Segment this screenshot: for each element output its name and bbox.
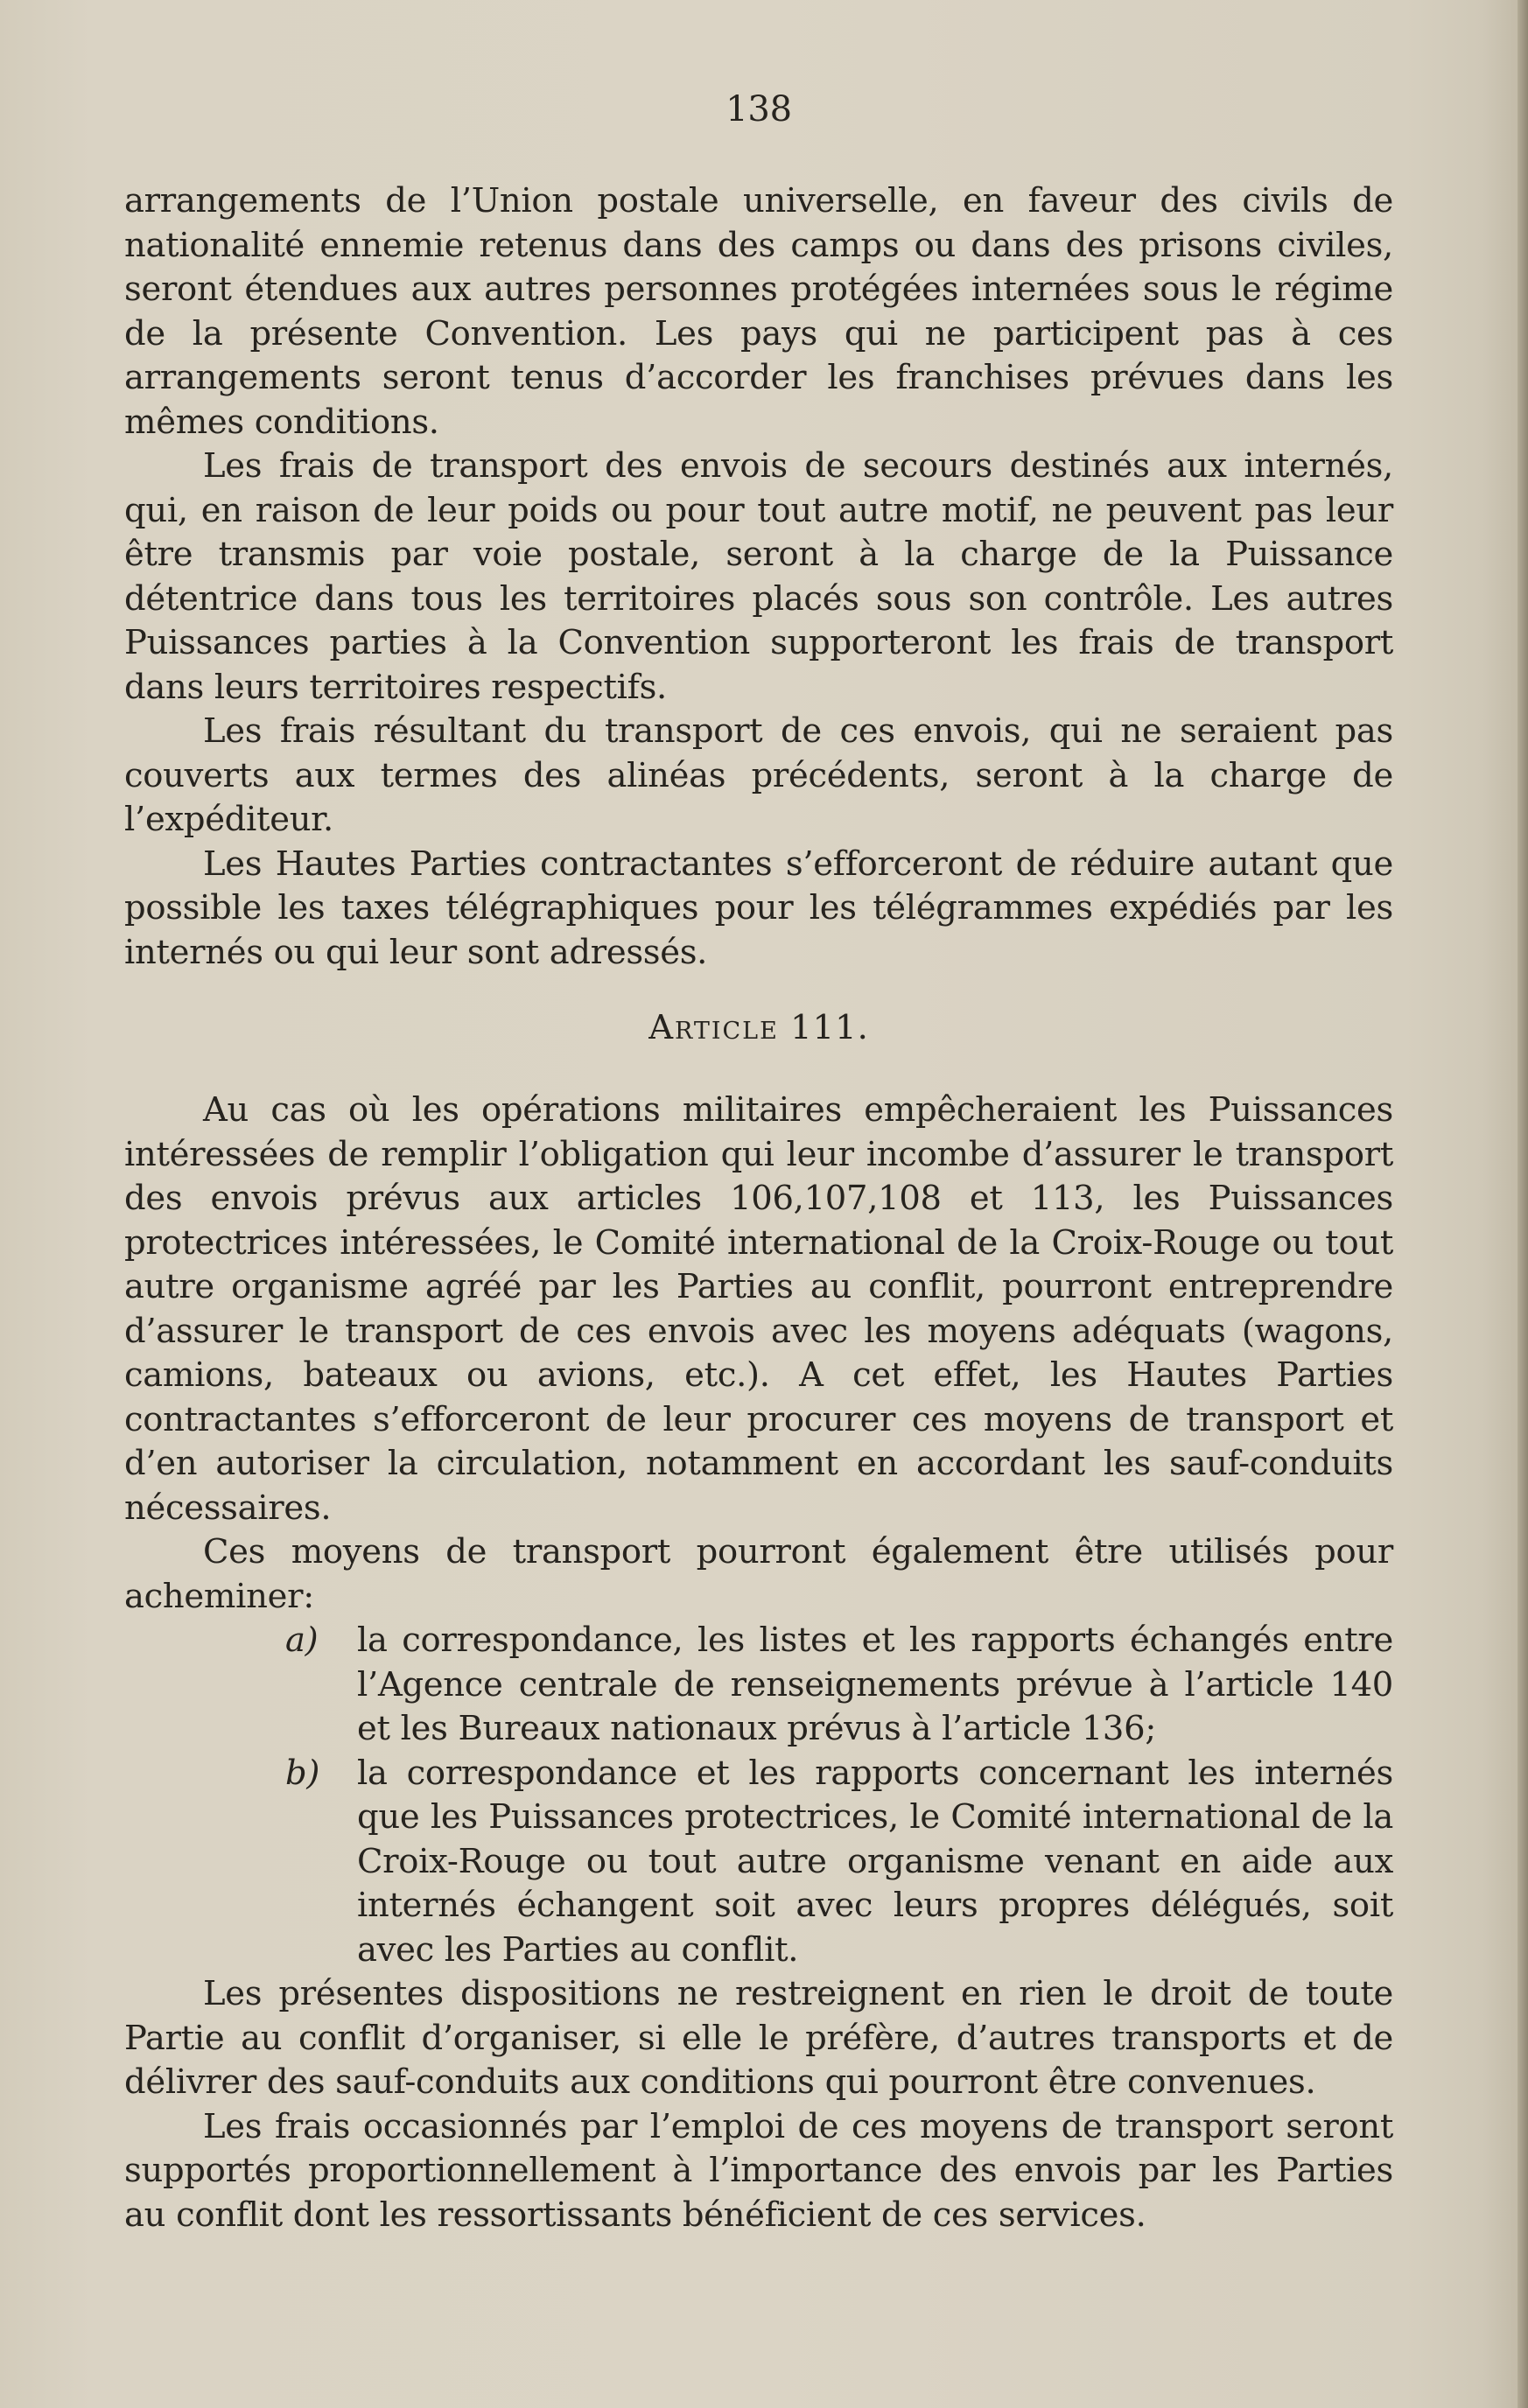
list-item-text: la correspondance, les listes et les rapports échangés entre l’Agence centrale de renseignements prévue à l’article 140 et les Bureaux nationaux prévus à l’article 136; — [357, 1620, 1393, 1748]
article-label: Article — [648, 1008, 779, 1047]
page-body — [124, 88, 1393, 2237]
article-number: 111. — [790, 1008, 869, 1047]
paragraph: Les frais occasionnés par l’emploi de ces moyens de transport seront supportés proportionnellement à l’importance des envois par les Parties au conflit dont les ressortissants bénéficient de ces services. — [124, 2106, 1393, 2235]
page-number: 138 — [725, 89, 792, 130]
paragraph: Les frais résultant du transport de ces envois, qui ne seraient pas couverts aux termes des alinéas précédents, seront à la charge de l’expéditeur. — [124, 711, 1393, 839]
paragraph: Les frais de transport des envois de secours destinés aux internés, qui, en raison de leur poids ou pour tout autre motif, ne peuvent pas leur être transmis par voie postale, seront à la charge de la Puissance détentrice dans tous les territoires placés sous son contrôle. Les autres Puissances parties à la Convention supporteront les frais de transport dans leurs territoires respectifs. — [124, 446, 1393, 707]
list-item-text: la correspondance et les rapports concernant les internés que les Puissances protectrices, le Comité international de la Croix-Rouge ou tout autre organisme venant en aide aux internés échangent soit avec leurs propres délégués, soit avec les Parties au conflit. — [357, 1753, 1393, 1970]
list-marker: a) — [285, 1620, 319, 1660]
list-marker: b) — [285, 1753, 320, 1793]
list-item — [124, 1752, 1393, 1973]
page-edge-shadow — [1517, 0, 1528, 2408]
article-heading — [124, 1006, 1393, 1050]
paragraph: Les Hautes Parties contractantes s’efforceront de réduire autant que possible les taxes télégraphiques pour les télégrammes expédiés par les internés ou qui leur sont adressés. — [124, 844, 1393, 972]
paragraph: Au cas où les opérations militaires empêcheraient les Puissances intéressées de remplir l’obligation qui leur incombe d’assurer le transport des envois prévus aux articles 106,107,108 et 113, les Puissances protectrices intéressées, le Comité international de la Croix-Rouge ou tout autre organisme agréé par les Parties au conflit, pourront entreprendre d’assurer le transport de ces envois avec les moyens adéquats (wagons, camions, bateaux ou avions, etc.). A cet effet, les Hautes Parties contractantes s’efforceront de leur procurer ces moyens de transport et d’en autoriser la circulation, notamment en accordant les sauf-conduits nécessaires. — [124, 1090, 1393, 1528]
list-item — [124, 1619, 1393, 1752]
paragraph: arrangements de l’Union postale universelle, en faveur des civils de nationalité ennemie retenus dans des camps ou dans des prisons civiles, seront étendues aux autres personnes protégées internées sous le régime de la présente Convention. Les pays qui ne participent pas à ces arrangements seront tenus d’accorder les franchises prévues dans les mêmes conditions. — [124, 181, 1393, 442]
paragraph: Ces moyens de transport pourront également être utilisés pour acheminer: — [124, 1532, 1393, 1616]
paragraph: Les présentes dispositions ne restreignent en rien le droit de toute Partie au conflit d’organiser, si elle le préfère, d’autres transports et de délivrer des sauf-conduits aux conditions qui pourront être convenues. — [124, 1974, 1393, 2102]
